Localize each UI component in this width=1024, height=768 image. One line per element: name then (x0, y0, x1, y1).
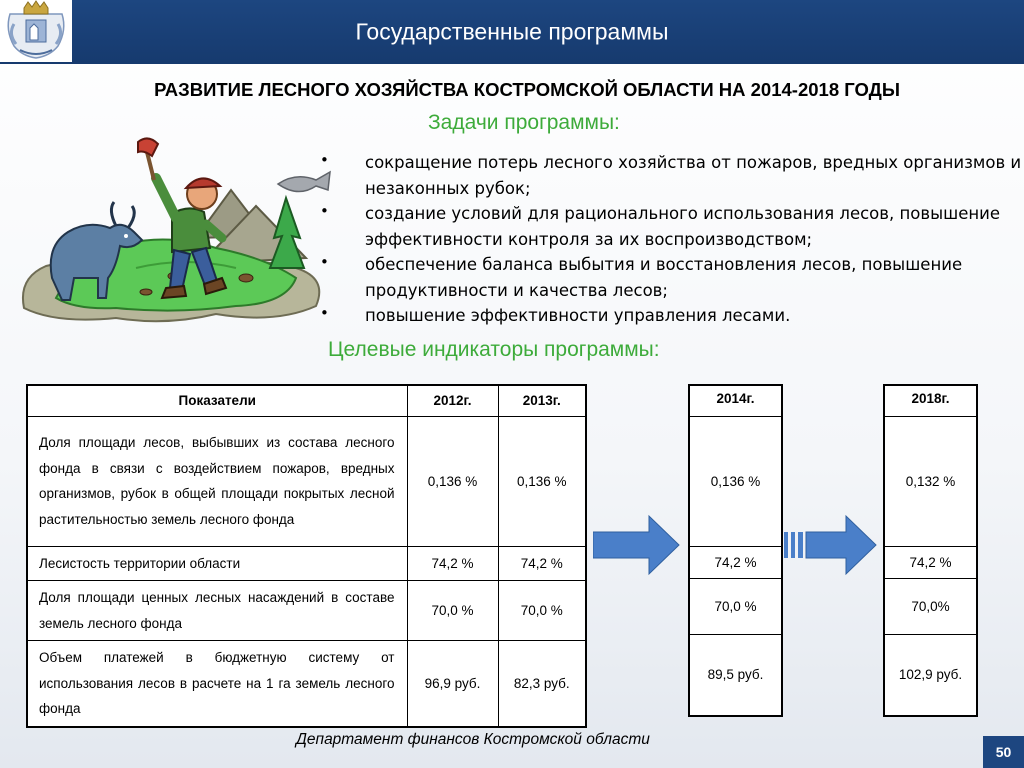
column-header: Показатели (27, 385, 407, 416)
indicators-2014-table (688, 384, 783, 717)
table-row (689, 634, 782, 716)
dashed-right-arrow-icon (784, 514, 880, 581)
cell-value: 89,5 руб. (689, 634, 782, 716)
row-label: Доля площади ценных лесных насаждений в составе земель лесного фонда (27, 581, 407, 641)
table-row (27, 416, 586, 546)
right-arrow-icon (593, 514, 683, 581)
page-number: 50 (983, 736, 1024, 768)
indicators-heading: Целевые индикаторы программы: (328, 338, 660, 361)
cell-value: 74,2 % (689, 546, 782, 578)
table-header-row (27, 385, 586, 416)
table-row (884, 416, 977, 546)
table-row (884, 546, 977, 578)
cell-value: 74,2 % (498, 546, 586, 581)
table-row (689, 578, 782, 634)
column-header: 2012г. (407, 385, 498, 416)
table-row (884, 578, 977, 634)
table-row (27, 581, 586, 641)
cell-value: 0,136 % (498, 416, 586, 546)
header-bar (0, 0, 1024, 64)
table-header-row (884, 385, 977, 416)
cell-value: 70,0 % (498, 581, 586, 641)
cell-value: 96,9 руб. (407, 641, 498, 727)
cell-value: 74,2 % (884, 546, 977, 578)
tasks-list (318, 150, 1024, 329)
list-item: • повышение эффективности управления лесами. (318, 303, 1024, 329)
cell-value: 70,0 % (407, 581, 498, 641)
row-label: Объем платежей в бюджетную систему от использования лесов в расчете на 1 га земель лесного фонда (27, 641, 407, 727)
column-header: 2018г. (884, 385, 977, 416)
cell-value: 0,132 % (884, 416, 977, 546)
cell-value: 70,0% (884, 578, 977, 634)
indicators-table (26, 384, 587, 728)
row-label: Доля площади лесов, выбывших из состава лесного фонда в связи с воздействием пожаров, вредных организмов, рубок в общей площади покрытых лесной растительностью земель лесного фонда (27, 416, 407, 546)
row-label: Лесистость территории области (27, 546, 407, 581)
indicators-2018-table (883, 384, 978, 717)
table-row (689, 546, 782, 578)
column-header: 2013г. (498, 385, 586, 416)
table-row (689, 416, 782, 546)
table-row (884, 634, 977, 716)
table-header-row (689, 385, 782, 416)
list-item: • обеспечение баланса выбытия и восстановления лесов, повышение продуктивности и качества лесов; (318, 252, 1024, 303)
footer-text: Департамент финансов Костромской области (296, 731, 650, 748)
lumberjack-illustration (16, 128, 336, 333)
column-header: 2014г. (689, 385, 782, 416)
cell-value: 0,136 % (407, 416, 498, 546)
list-item: • создание условий для рационального использования лесов, повышение эффективности контроля за их воспроизводством; (318, 201, 1024, 252)
header-title: Государственные программы (355, 18, 669, 45)
cell-value: 70,0 % (689, 578, 782, 634)
table-row (27, 546, 586, 581)
cell-value: 102,9 руб. (884, 634, 977, 716)
table-row (27, 641, 586, 727)
list-item: • сокращение потерь лесного хозяйства от пожаров, вредных организмов и незаконных рубок; (318, 150, 1024, 201)
cell-value: 0,136 % (689, 416, 782, 546)
cell-value: 74,2 % (407, 546, 498, 581)
page-title: РАЗВИТИЕ ЛЕСНОГО ХОЗЯЙСТВА КОСТРОМСКОЙ ОБЛАСТИ НА 2014-2018 ГОДЫ (154, 79, 900, 100)
tasks-heading: Задачи программы: (428, 111, 620, 134)
cell-value: 82,3 руб. (498, 641, 586, 727)
